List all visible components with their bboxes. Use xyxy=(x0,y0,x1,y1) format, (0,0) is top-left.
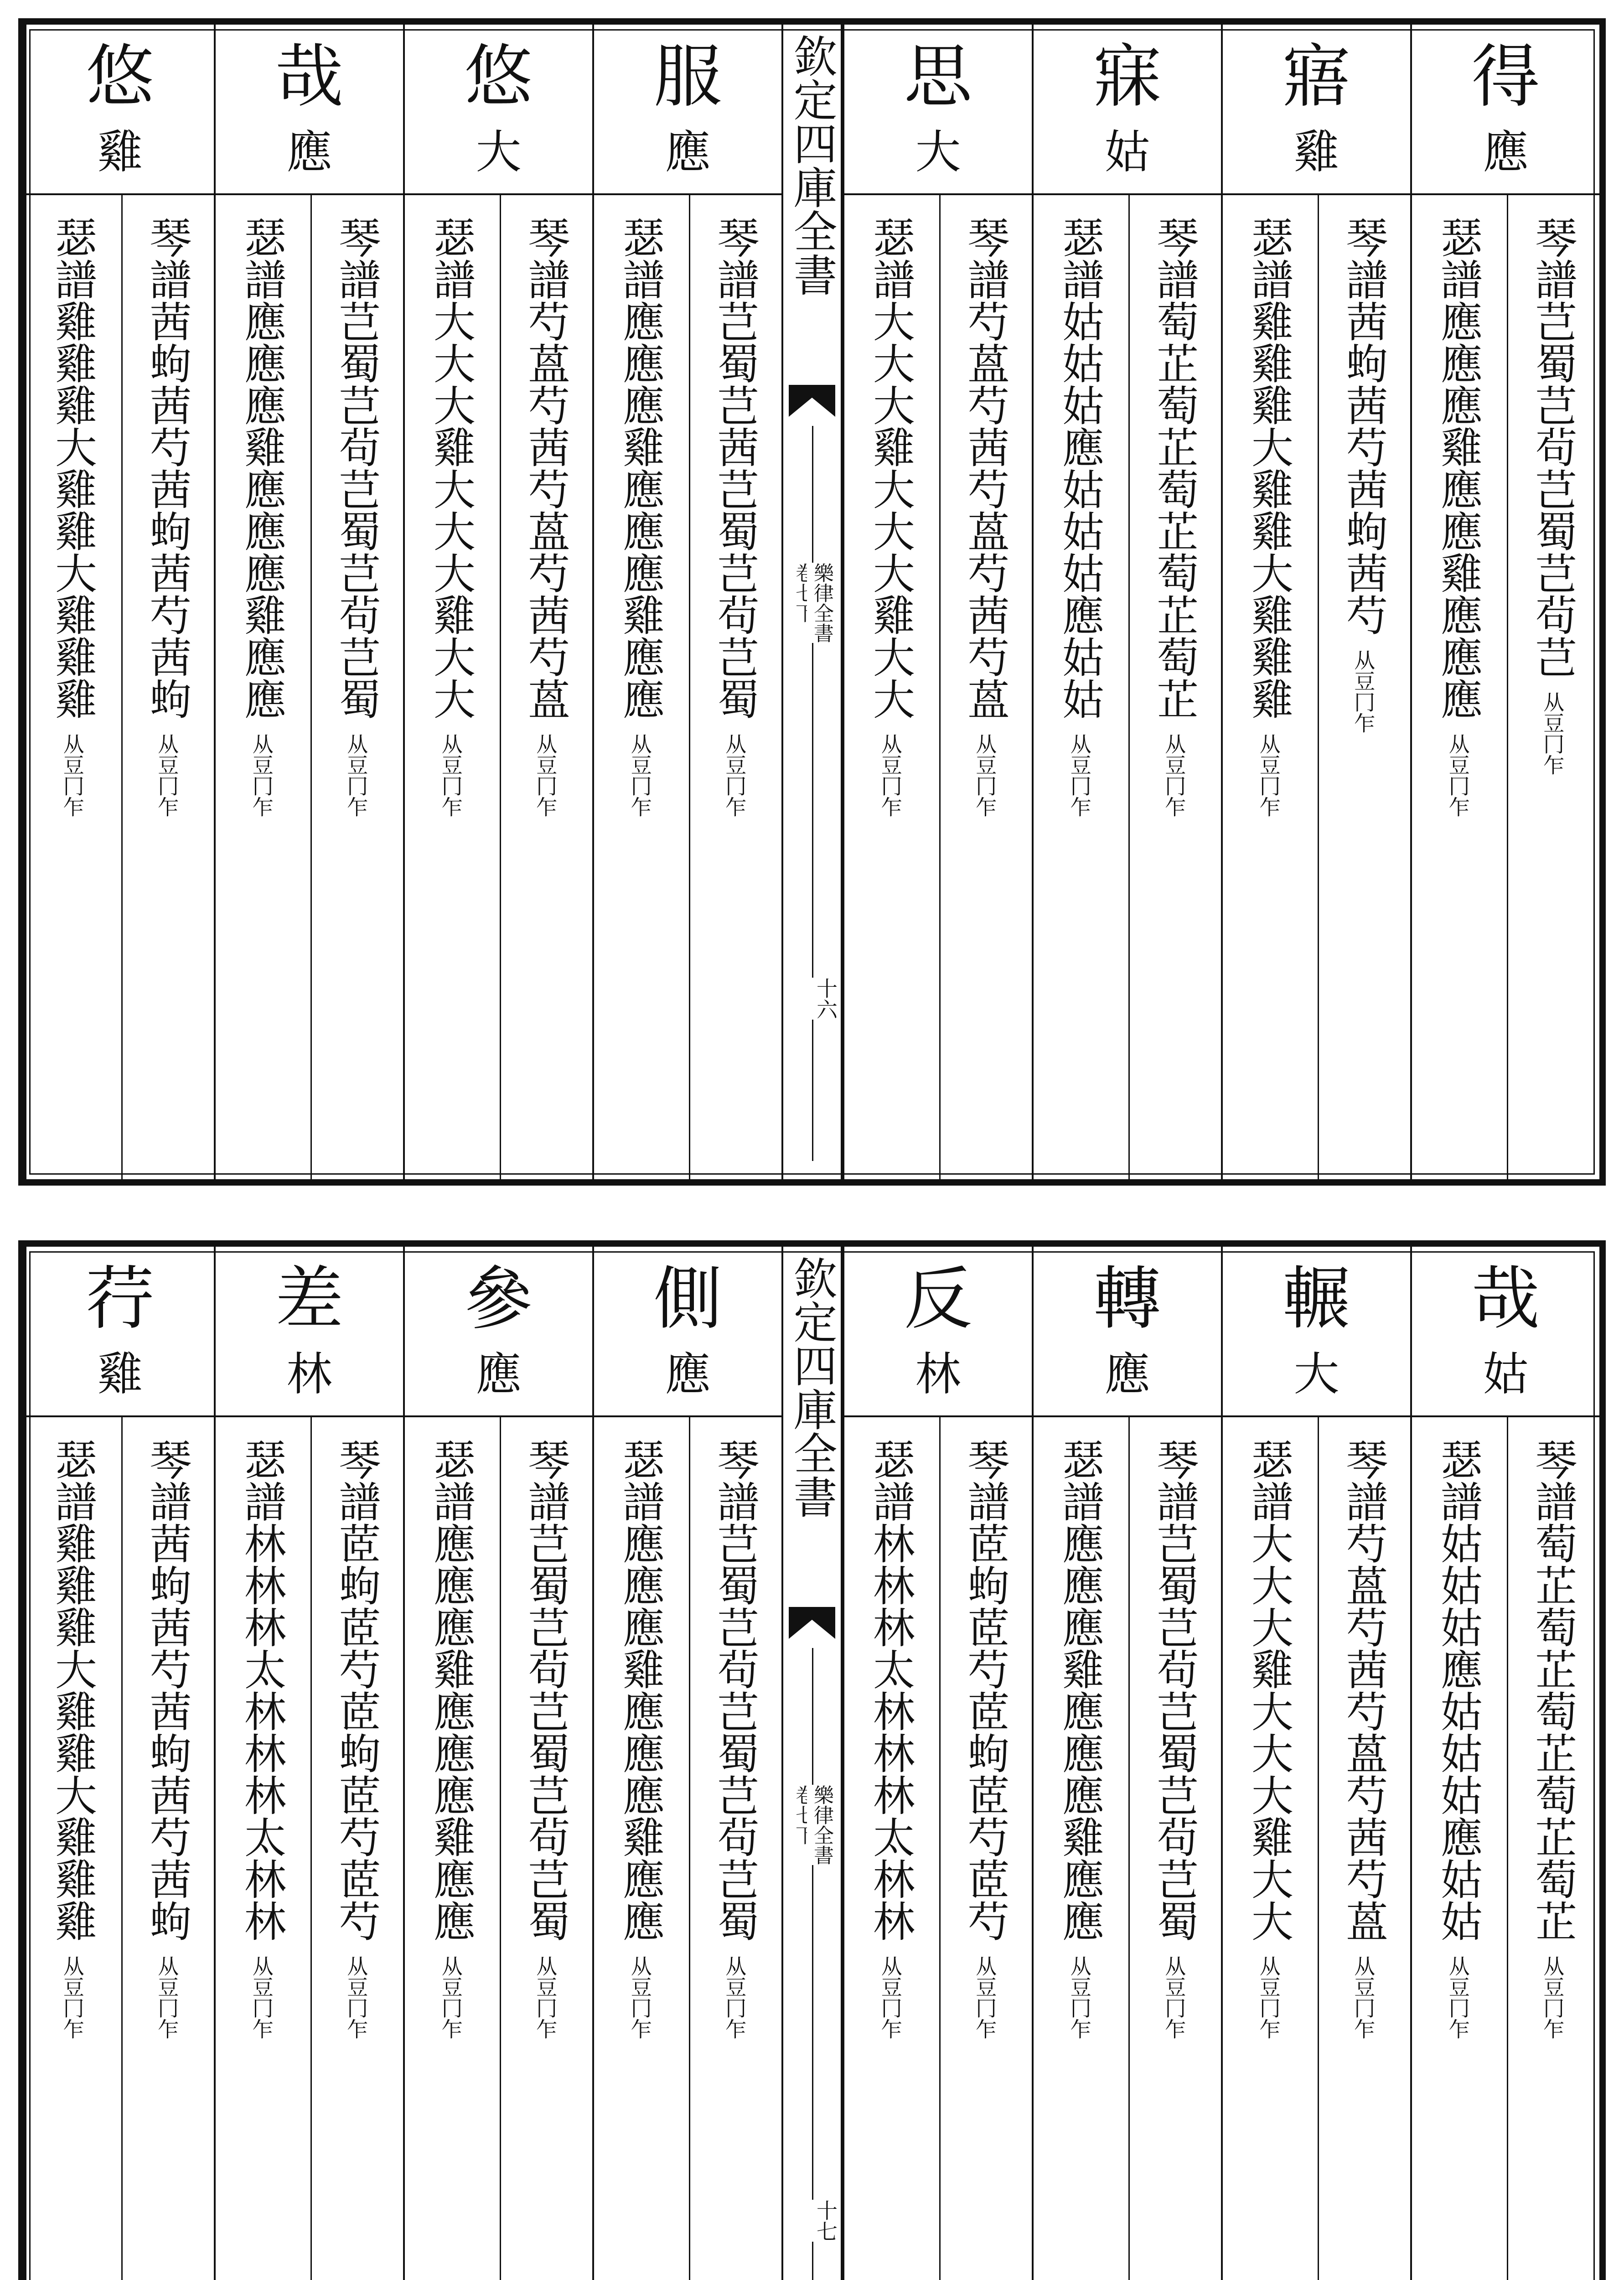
pitch-name: 姑 xyxy=(1483,1347,1529,1401)
qin-notation: 琴譜茜蚼茜芍茜蚼茜芍茜蚼 xyxy=(143,216,192,720)
category-label: 樂律全書 xyxy=(807,1785,836,1865)
qin-footnote: 从豆冂乍 xyxy=(972,1955,998,2039)
lyric-header xyxy=(1034,25,1221,195)
column-divider xyxy=(500,193,501,1179)
qin-footnote: 从豆冂乍 xyxy=(155,1955,180,2039)
notation-column xyxy=(1032,25,1221,1179)
qin-notation: 琴譜茝蚼茝芍茝蚼茝芍茝芍 xyxy=(332,1438,381,1942)
lyric-character: 悠 xyxy=(464,37,533,117)
qin-notation: 琴譜芑蜀芑茍芑蜀芑茍芑蜀 xyxy=(1150,1438,1199,1942)
column-divider xyxy=(1318,1415,1319,2280)
qin-notation: 琴譜芍蒕芍茜芍蒕芍茜芍蒕 xyxy=(521,216,570,720)
se-notation: 瑟譜姑姑姑應姑姑姑應姑姑 xyxy=(1433,1438,1483,1942)
notation-column xyxy=(592,25,781,1179)
qin-tablature xyxy=(509,216,582,817)
lyric-character: 得 xyxy=(1471,37,1540,117)
notation-column xyxy=(1221,25,1410,1179)
se-tablature xyxy=(854,1438,927,2039)
lyric-header xyxy=(1412,1247,1599,1417)
se-notation: 瑟譜應應應雞應應應雞應應 xyxy=(615,216,665,720)
se-footnote: 从豆冂乍 xyxy=(1445,1955,1470,2039)
se-notation: 瑟譜應應應雞應應雞應應應 xyxy=(1433,216,1483,720)
se-footnote: 从豆冂乍 xyxy=(878,1955,903,2039)
se-notation: 瑟譜應應應雞應應應雞應應 xyxy=(237,216,286,720)
se-tablature xyxy=(604,1438,677,2039)
qin-footnote: 从豆冂乍 xyxy=(1162,733,1187,817)
lyric-character: 哉 xyxy=(275,37,344,117)
se-tablature xyxy=(1422,1438,1495,2039)
se-notation: 瑟譜雞雞雞大雞雞大雞雞雞 xyxy=(1244,216,1293,720)
qin-footnote: 从豆冂乍 xyxy=(1540,1955,1565,2039)
lyric-header xyxy=(26,1247,214,1417)
column-divider xyxy=(121,193,123,1179)
fishtail-mark xyxy=(789,1607,835,1639)
qin-notation: 琴譜萄芷萄芷萄芷萄芷萄芷 xyxy=(1150,216,1199,720)
se-notation: 瑟譜大大大雞大大大雞大大 xyxy=(866,216,915,720)
column-divider xyxy=(121,1415,123,2280)
qin-notation: 琴譜芍蒕芍茜芍蒕芍茜芍蒕 xyxy=(1339,1438,1388,1942)
notation-column xyxy=(1410,1247,1599,2280)
lyric-header xyxy=(1223,1247,1410,1417)
lyric-character: 轉 xyxy=(1093,1259,1162,1339)
scan-page-bottom xyxy=(18,1240,1606,2280)
qin-tablature xyxy=(1138,216,1210,817)
notation-column xyxy=(214,25,403,1179)
lyric-character: 側 xyxy=(653,1259,722,1339)
qin-footnote: 从豆冂乍 xyxy=(1162,1955,1187,2039)
column-divider xyxy=(1318,193,1319,1179)
pitch-name: 應 xyxy=(665,125,711,179)
qin-notation: 琴譜茜蚼茜芍茜蚼茜芍 xyxy=(1339,216,1388,636)
qin-tablature xyxy=(320,1438,393,2039)
column-divider xyxy=(1507,193,1508,1179)
se-tablature xyxy=(414,216,487,817)
notation-column xyxy=(592,1247,781,2280)
page-gutter xyxy=(781,25,843,1179)
volume-label: 卷七下 xyxy=(789,1785,818,1845)
notation-column xyxy=(403,1247,592,2280)
se-footnote: 从豆冂乍 xyxy=(438,733,463,817)
lyric-header xyxy=(1223,25,1410,195)
column-divider xyxy=(939,1415,941,2280)
se-footnote: 从豆冂乍 xyxy=(438,1955,463,2039)
lyric-character: 輾 xyxy=(1282,1259,1351,1339)
lyric-character: 荇 xyxy=(86,1259,155,1339)
column-divider xyxy=(1128,1415,1130,2280)
se-tablature xyxy=(414,1438,487,2039)
qin-footnote: 从豆冂乍 xyxy=(344,733,369,817)
se-footnote: 从豆冂乍 xyxy=(1067,1955,1092,2039)
book-title: 欽定四庫全書 xyxy=(786,34,838,296)
notation-column xyxy=(1032,1247,1221,2280)
qin-footnote: 从豆冂乍 xyxy=(1351,649,1376,733)
se-footnote: 从豆冂乍 xyxy=(1067,733,1092,817)
se-tablature xyxy=(36,1438,109,2039)
column-divider xyxy=(500,1415,501,2280)
qin-notation: 琴譜茝蚼茝芍茝蚼茝芍茝芍 xyxy=(961,1438,1010,1942)
gutter-line xyxy=(812,1648,813,2280)
scan-page-top xyxy=(18,18,1606,1186)
se-notation: 瑟譜應應應雞應應應雞應應 xyxy=(426,1438,476,1942)
se-footnote: 从豆冂乍 xyxy=(1256,733,1281,817)
qin-tablature xyxy=(948,216,1021,817)
pitch-name: 應 xyxy=(476,1347,522,1401)
qin-tablature xyxy=(1516,1438,1589,2039)
lyric-header xyxy=(216,25,403,195)
qin-tablature xyxy=(509,1438,582,2039)
category-label: 樂律全書 xyxy=(807,563,836,643)
qin-tablature xyxy=(698,216,771,817)
pitch-name: 雞 xyxy=(97,1347,143,1401)
qin-footnote: 从豆冂乍 xyxy=(533,1955,558,2039)
qin-tablature xyxy=(1327,1438,1400,2039)
lyric-header xyxy=(594,25,781,195)
qin-notation: 琴譜萄芷萄芷萄芷萄芷萄芷 xyxy=(1528,1438,1577,1942)
se-notation: 瑟譜大大大雞大大大雞大大 xyxy=(426,216,476,720)
lyric-header xyxy=(844,1247,1032,1417)
pitch-name: 應 xyxy=(1104,1347,1150,1401)
lyric-character: 悠 xyxy=(86,37,155,117)
column-divider xyxy=(310,193,312,1179)
qin-notation: 琴譜茜蚼茜芍茜蚼茜芍茜蚼 xyxy=(143,1438,192,1942)
leaf-number: 十七 xyxy=(783,2200,841,2242)
notation-column xyxy=(214,1247,403,2280)
book-title: 欽定四庫全書 xyxy=(786,1256,838,1518)
qin-footnote: 从豆冂乍 xyxy=(1351,1955,1376,2039)
lyric-header xyxy=(844,25,1032,195)
qin-tablature xyxy=(130,1438,203,2039)
se-tablature xyxy=(225,1438,298,2039)
pitch-name: 雞 xyxy=(1293,125,1340,179)
se-tablature xyxy=(1232,1438,1305,2039)
column-divider xyxy=(1507,1415,1508,2280)
se-tablature xyxy=(604,216,677,817)
lyric-character: 參 xyxy=(464,1259,533,1339)
pitch-name: 大 xyxy=(915,125,961,179)
lyric-character: 差 xyxy=(275,1259,344,1339)
column-divider xyxy=(939,193,941,1179)
qin-footnote: 从豆冂乍 xyxy=(155,733,180,817)
se-tablature xyxy=(36,216,109,817)
pitch-name: 應 xyxy=(286,125,332,179)
notation-column xyxy=(25,25,214,1179)
column-divider xyxy=(310,1415,312,2280)
se-notation: 瑟譜應應應雞應應應雞應應 xyxy=(615,1438,665,1942)
qin-tablature xyxy=(698,1438,771,2039)
notation-column xyxy=(403,25,592,1179)
se-footnote: 从豆冂乍 xyxy=(249,733,274,817)
se-tablature xyxy=(225,216,298,817)
se-footnote: 从豆冂乍 xyxy=(1445,733,1470,817)
notation-column xyxy=(1221,1247,1410,2280)
qin-tablature xyxy=(320,216,393,817)
fishtail-mark xyxy=(789,385,835,417)
qin-tablature xyxy=(1138,1438,1210,2039)
se-footnote: 从豆冂乍 xyxy=(60,733,85,817)
se-footnote: 从豆冂乍 xyxy=(878,733,903,817)
leaf-number: 十六 xyxy=(783,978,841,1020)
notation-column xyxy=(25,1247,214,2280)
se-tablature xyxy=(1043,216,1116,817)
lyric-character: 服 xyxy=(653,37,722,117)
qin-footnote: 从豆冂乍 xyxy=(972,733,998,817)
se-footnote: 从豆冂乍 xyxy=(627,1955,652,2039)
se-notation: 瑟譜雞雞雞大雞雞大雞雞雞 xyxy=(48,1438,97,1942)
se-tablature xyxy=(1422,216,1495,817)
se-footnote: 从豆冂乍 xyxy=(627,733,652,817)
lyric-character: 寤 xyxy=(1282,37,1351,117)
lyric-header xyxy=(1034,1247,1221,1417)
lyric-header xyxy=(26,25,214,195)
gutter-line xyxy=(812,426,813,1161)
se-footnote: 从豆冂乍 xyxy=(249,1955,274,2039)
qin-footnote: 从豆冂乍 xyxy=(722,1955,747,2039)
se-notation: 瑟譜姑姑姑應姑姑姑應姑姑 xyxy=(1055,216,1104,720)
qin-notation: 琴譜芑蜀芑茜芑蜀芑茍芑蜀 xyxy=(710,216,760,720)
pitch-name: 大 xyxy=(476,125,522,179)
qin-notation: 琴譜芑蜀芑茍芑蜀芑茍芑 xyxy=(1528,216,1577,678)
column-divider xyxy=(689,1415,690,2280)
se-notation: 瑟譜應應應雞應應應雞應應 xyxy=(1055,1438,1104,1942)
pitch-name: 應 xyxy=(1483,125,1529,179)
pitch-name: 林 xyxy=(286,1347,332,1401)
notation-column xyxy=(1410,25,1599,1179)
se-notation: 瑟譜林林林太林林林太林林 xyxy=(237,1438,286,1942)
qin-footnote: 从豆冂乍 xyxy=(533,733,558,817)
pitch-name: 大 xyxy=(1293,1347,1340,1401)
lyric-header xyxy=(216,1247,403,1417)
pitch-name: 姑 xyxy=(1104,125,1150,179)
notation-column xyxy=(843,25,1032,1179)
qin-tablature xyxy=(1516,216,1589,775)
qin-notation: 琴譜芍蒕芍茜芍蒕芍茜芍蒕 xyxy=(961,216,1010,720)
qin-notation: 琴譜芑蜀芑茍芑蜀芑茍芑蜀 xyxy=(710,1438,760,1942)
se-notation: 瑟譜林林林太林林林太林林 xyxy=(866,1438,915,1942)
se-notation: 瑟譜大大大雞大大大雞大大 xyxy=(1244,1438,1293,1942)
qin-tablature xyxy=(1327,216,1400,733)
se-footnote: 从豆冂乍 xyxy=(60,1955,85,2039)
se-tablature xyxy=(1232,216,1305,817)
notation-column xyxy=(843,1247,1032,2280)
qin-footnote: 从豆冂乍 xyxy=(344,1955,369,2039)
qin-footnote: 从豆冂乍 xyxy=(1540,691,1565,775)
qin-tablature xyxy=(948,1438,1021,2039)
se-tablature xyxy=(1043,1438,1116,2039)
lyric-character: 思 xyxy=(904,37,972,117)
column-divider xyxy=(689,193,690,1179)
pitch-name: 應 xyxy=(665,1347,711,1401)
lyric-character: 寐 xyxy=(1093,37,1162,117)
qin-tablature xyxy=(130,216,203,817)
lyric-header xyxy=(1412,25,1599,195)
column-divider xyxy=(1128,193,1130,1179)
lyric-character: 哉 xyxy=(1471,1259,1540,1339)
se-tablature xyxy=(854,216,927,817)
pitch-name: 雞 xyxy=(97,125,143,179)
lyric-header xyxy=(405,1247,592,1417)
qin-footnote: 从豆冂乍 xyxy=(722,733,747,817)
pitch-name: 林 xyxy=(915,1347,961,1401)
qin-notation: 琴譜芑蜀芑茍芑蜀芑茍芑蜀 xyxy=(332,216,381,720)
se-notation: 瑟譜雞雞雞大雞雞大雞雞雞 xyxy=(48,216,97,720)
lyric-header xyxy=(594,1247,781,1417)
volume-label: 卷七下 xyxy=(789,563,818,623)
lyric-character: 反 xyxy=(904,1259,972,1339)
qin-notation: 琴譜芑蜀芑茍芑蜀芑茍芑蜀 xyxy=(521,1438,570,1942)
lyric-header xyxy=(405,25,592,195)
page-gutter xyxy=(781,1247,843,2280)
se-footnote: 从豆冂乍 xyxy=(1256,1955,1281,2039)
